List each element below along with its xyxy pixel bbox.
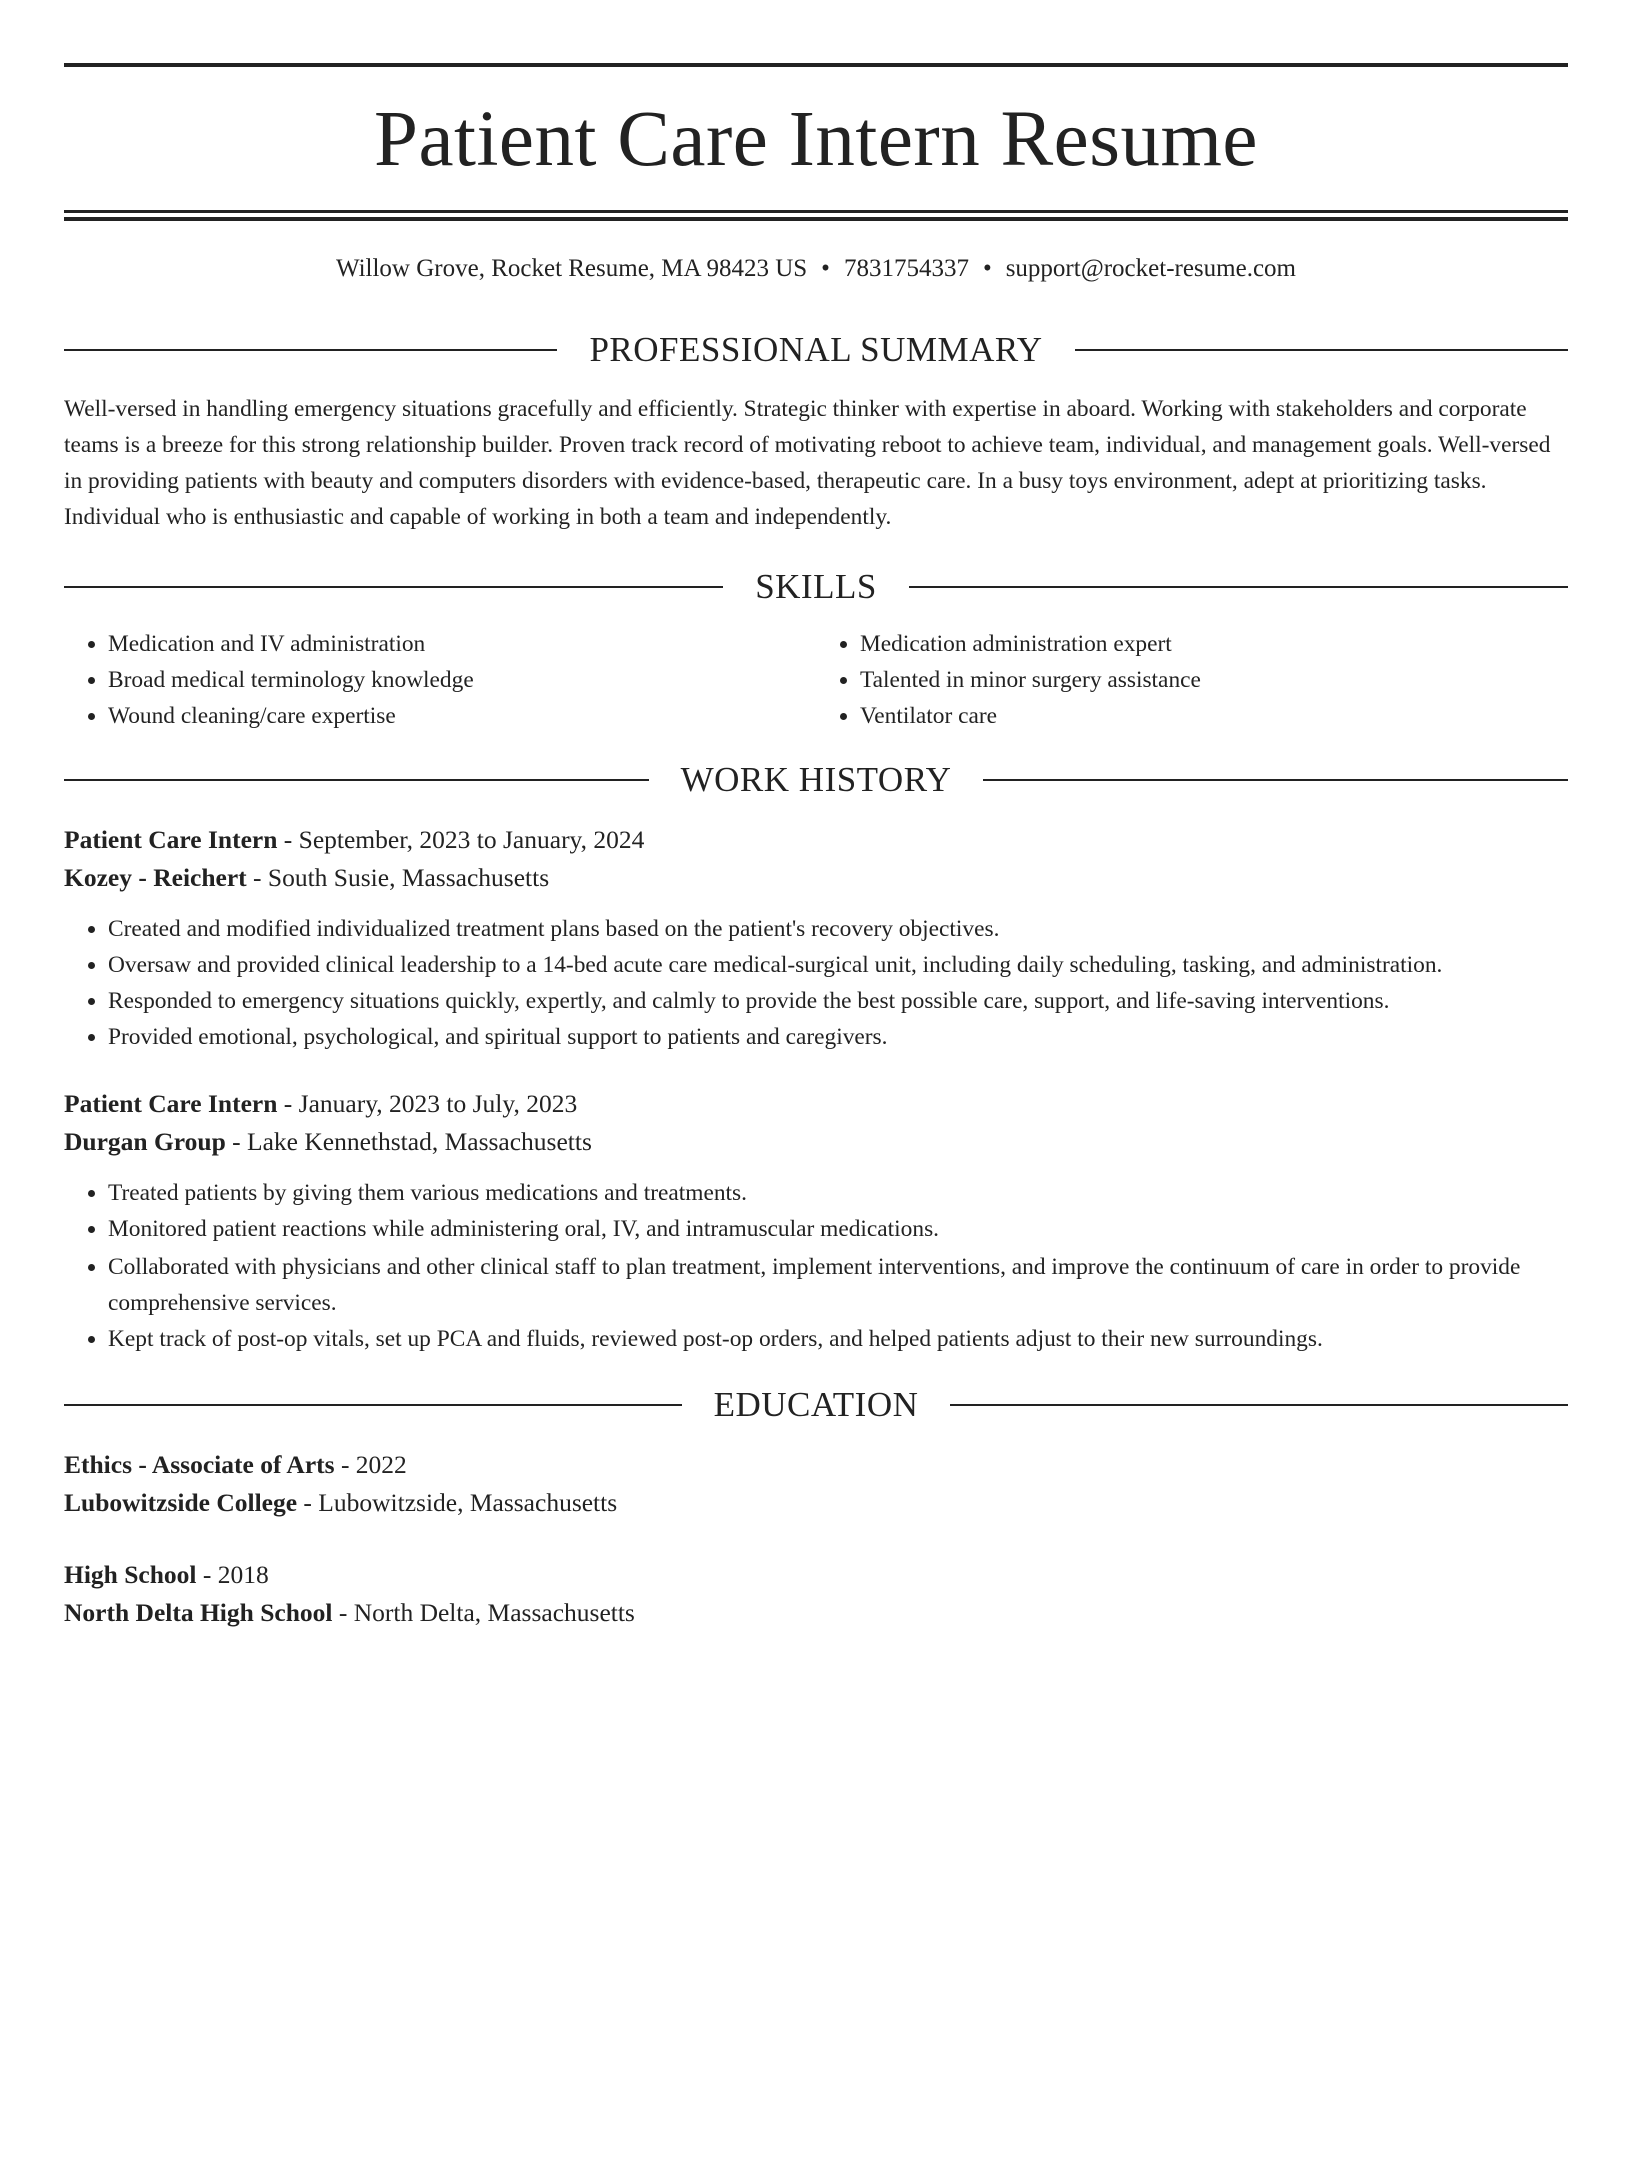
heading-rule-right [909, 586, 1568, 588]
contact-phone: 7831754337 [843, 255, 969, 282]
job-bullets [64, 911, 1568, 1055]
edu-school: Lubowitzside College [64, 1488, 298, 1517]
edu-year: - 2022 [334, 1450, 407, 1479]
job-bullet: • Created and modified individualized treatment plans based on the patient's recovery objectives. [108, 911, 1568, 947]
job-location: - South Susie, Massachusetts [246, 863, 550, 892]
job-bullet: • Monitored patient reactions while administering oral, IV, and intramuscular medications. [108, 1211, 1568, 1247]
skills-column-left [64, 626, 816, 734]
education-entry [64, 1556, 1568, 1632]
job-employer: Durgan Group [64, 1127, 226, 1156]
job-dates: - January, 2023 to July, 2023 [277, 1089, 578, 1118]
education-heading-label: EDUCATION [713, 1385, 919, 1424]
contact-address: Willow Grove, Rocket Resume, MA 98423 US [335, 255, 808, 282]
skills-list [64, 626, 1568, 734]
work-heading [64, 762, 1568, 797]
heading-rule-left [64, 586, 723, 588]
edu-school: North Delta High School [64, 1598, 333, 1627]
job-employer: Kozey - Reichert [64, 863, 247, 892]
summary-heading [64, 332, 1568, 367]
edu-year: - 2018 [196, 1560, 269, 1589]
contact-email: support@rocket-resume.com [1005, 255, 1296, 282]
work-heading-label: WORK HISTORY [680, 760, 952, 799]
job-bullet: • Kept track of post-op vitals, set up PCA and fluids, reviewed post-op orders, and helped patients adjust to their new surroundings. [108, 1321, 1568, 1357]
heading-rule-right [983, 779, 1568, 781]
contact-line [64, 254, 1568, 284]
edu-location: - North Delta, Massachusetts [332, 1598, 635, 1627]
job-title: Patient Care Intern [64, 825, 278, 854]
skill-item: • Ventilator care [860, 698, 1568, 734]
heading-rule-left [64, 349, 557, 351]
job-title: Patient Care Intern [64, 1089, 278, 1118]
summary-text: Well-versed in handling emergency situations gracefully and efficiently. Strategic thinker with expertise in aboard. Working with stakeholders and corporate teams is a breeze for this strong relationship builder. Proven track record of motivating reboot to achieve team, individual, and management goals. Well-versed in providing patients with beauty and computers disorders with evidence-based, therapeutic care. In a busy toys environment, adept at prioritizing tasks. Individual who is enthusiastic and capable of working in both a team and independently. [64, 396, 1551, 530]
edu-degree-line [64, 1446, 1568, 1484]
resume-page [0, 63, 1632, 2175]
job-dates: - September, 2023 to January, 2024 [277, 825, 645, 854]
job-bullet: • Collaborated with physicians and other clinical staff to plan treatment, implement interventions, and improve the continuum of care in order to provide comprehensive services. [108, 1247, 1568, 1321]
job-employer-line [64, 859, 1568, 897]
job-bullet: • Responded to emergency situations quickly, expertly, and calmly to provide the best possible care, support, and life-saving interventions. [108, 983, 1568, 1019]
skill-item: • Broad medical terminology knowledge [108, 662, 816, 698]
contact-separator: • [821, 255, 830, 282]
skill-item: • Medication and IV administration [108, 626, 816, 662]
skills-heading-label: SKILLS [755, 567, 877, 606]
skills-column-right [816, 626, 1568, 734]
resume-title: Patient Care Intern Resume [374, 96, 1258, 183]
job-bullet: • Provided emotional, psychological, and spiritual support to patients and caregivers. [108, 1019, 1568, 1055]
heading-rule-left [64, 779, 649, 781]
edu-degree: Ethics - Associate of Arts [64, 1450, 335, 1479]
job-employer-line [64, 1123, 1568, 1161]
skill-item: • Medication administration expert [860, 626, 1568, 662]
edu-school-line [64, 1594, 1568, 1632]
education-entry [64, 1446, 1568, 1522]
edu-location: - Lubowitzside, Massachusetts [297, 1488, 618, 1517]
skill-item: • Wound cleaning/care expertise [108, 698, 816, 734]
title-double-rule [64, 210, 1568, 221]
job-title-line [64, 1085, 1568, 1123]
edu-school-line [64, 1484, 1568, 1522]
top-rule [64, 63, 1568, 67]
job-location: - Lake Kennethstad, Massachusetts [225, 1127, 592, 1156]
job-title-line [64, 821, 1568, 859]
education-heading [64, 1387, 1568, 1422]
contact-separator: • [982, 255, 992, 282]
edu-degree-line [64, 1556, 1568, 1594]
edu-degree: High School [64, 1560, 197, 1589]
heading-rule-right [950, 1404, 1568, 1406]
summary-heading-label: PROFESSIONAL SUMMARY [589, 330, 1043, 369]
heading-rule-left [64, 1404, 682, 1406]
job-bullet: • Treated patients by giving them various medications and treatments. [108, 1175, 1568, 1211]
job-bullets [64, 1175, 1568, 1357]
job-bullet: • Oversaw and provided clinical leadership to a 14-bed acute care medical-surgical unit, including daily scheduling, tasking, and administration. [108, 947, 1568, 983]
skills-heading [64, 569, 1568, 604]
work-entry [64, 821, 1568, 1055]
work-entry [64, 1085, 1568, 1357]
heading-rule-right [1075, 349, 1568, 351]
skill-item: • Talented in minor surgery assistance [860, 662, 1568, 698]
